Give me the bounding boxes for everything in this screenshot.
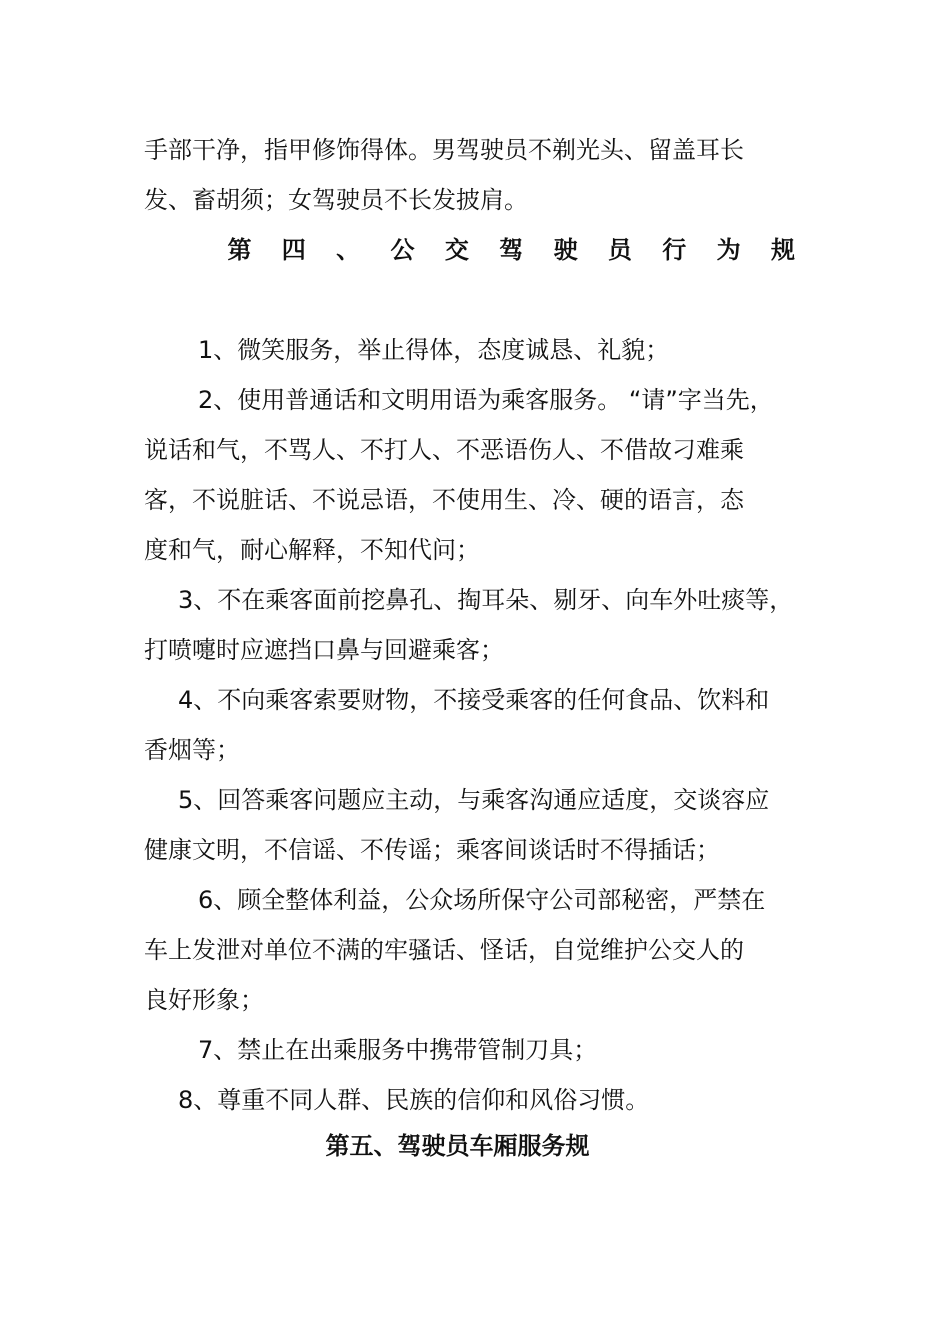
paragraph-line: 车上发泄对单位不满的牢骚话、怪话，自觉维护公交人的	[144, 936, 744, 964]
paragraph-line: 良好形象；	[144, 986, 264, 1014]
rule-item-8: 8、尊重不同人群、民族的信仰和风俗习惯。	[178, 1086, 650, 1114]
paragraph-line: 手部干净，指甲修饰得体。男驾驶员不剃光头、留盖耳长	[144, 136, 744, 164]
section-5-heading: 第五、驾驶员车厢服务规	[325, 1132, 590, 1160]
paragraph-line: 打喷嚏时应遮挡口鼻与回避乘客；	[144, 636, 504, 664]
paragraph-line: 健康文明，不信谣、不传谣；乘客间谈话时不得插话；	[144, 836, 720, 864]
section-4-heading: 第 四 、 公 交 驾 驶 员 行 为 规	[227, 236, 806, 264]
paragraph-line: 客，不说脏话、不说忌语，不使用生、冷、硬的语言，态	[144, 486, 744, 514]
rule-item-2: 2、使用普通话和文明用语为乘客服务。 “请”字当先，	[198, 386, 774, 414]
rule-item-1: 1、微笑服务，举止得体，态度诚恳、礼貌；	[198, 336, 670, 364]
paragraph-line: 发、畜胡须；女驾驶员不长发披肩。	[144, 186, 528, 214]
paragraph-line: 香烟等；	[144, 736, 240, 764]
rule-item-5: 5、回答乘客问题应主动，与乘客沟通应适度，交谈容应	[178, 786, 770, 814]
rule-item-4: 4、不向乘客索要财物，不接受乘客的任何食品、饮料和	[178, 686, 770, 714]
rule-item-6: 6、顾全整体利益，公众场所保守公司部秘密，严禁在	[198, 886, 766, 914]
paragraph-line: 度和气，耐心解释，不知代问；	[144, 536, 480, 564]
rule-item-3: 3、不在乘客面前挖鼻孔、掏耳朵、剔牙、向车外吐痰等，	[178, 586, 794, 614]
paragraph-line: 说话和气，不骂人、不打人、不恶语伤人、不借故刁难乘	[144, 436, 744, 464]
rule-item-7: 7、禁止在出乘服务中携带管制刀具；	[198, 1036, 598, 1064]
